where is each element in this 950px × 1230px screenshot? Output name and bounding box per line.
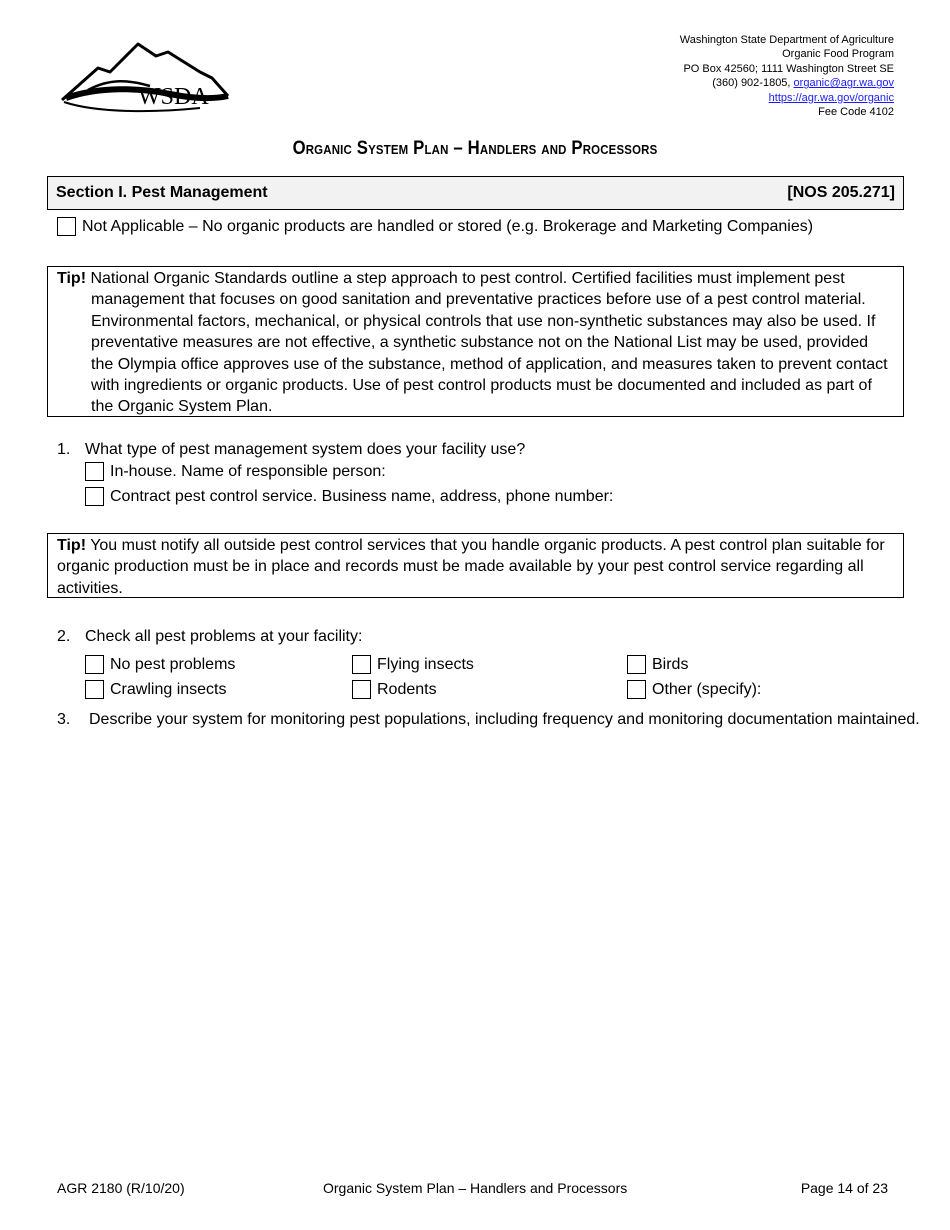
question-1-number: 1. <box>57 441 71 458</box>
pest-option-birds <box>627 655 688 674</box>
birds-checkbox[interactable] <box>627 655 646 674</box>
tip-lead: Tip! <box>57 537 87 554</box>
pest-option-rodents <box>352 680 437 699</box>
tip-text: National Organic Standards outline a step approach to pest control. Certified facilities must implement pest management that focuses on good sanitation and preventative practices before use of a pest control material. Environmental factors, mechanical, or physical controls that use non-synthetic substances may also be used. If preventative measures are not effective, a synthetic substance not on the National List may be used, provided the Olympia office approves use of the substance, method of application, and measures taken to prevent contact with ingredients or organic products. Use of pest control products must be documented and included as part of the Organic System Plan. <box>86 270 888 416</box>
email-link[interactable]: organic@agr.wa.gov <box>793 77 894 90</box>
not-applicable-label: Not Applicable – No organic products are handled or stored (e.g. Brokerage and Marketing Companies) <box>82 217 814 235</box>
tip-box-notify-services <box>47 533 904 598</box>
document-title: Organic System Plan – Handlers and Processors <box>292 138 658 159</box>
question-2-text: Check all pest problems at your facility: <box>85 628 363 645</box>
contract-service-label: Contract pest control service. Business name, address, phone number: <box>110 487 614 505</box>
question-3-number: 3. <box>57 711 71 728</box>
q1-option-contract <box>85 487 613 506</box>
birds-label: Birds <box>652 655 689 673</box>
mailing-address: PO Box 42560; 1111 Washington Street SE <box>683 62 894 75</box>
inhouse-label: In-house. Name of responsible person: <box>110 462 386 480</box>
tip-lead: Tip! <box>57 270 87 287</box>
footer-form-id: AGR 2180 (R/10/20) <box>57 1180 185 1196</box>
logo-text: WSDA <box>138 84 209 110</box>
q1-option-inhouse <box>85 462 386 481</box>
not-applicable-checkbox[interactable] <box>57 217 76 236</box>
tip-text: You must notify all outside pest control services that you handle organic products. A pest control plan suitable for organic production must be in place and records must be made available by your pest control service regarding all activities. <box>57 537 885 597</box>
no-pest-problems-label: No pest problems <box>110 655 236 673</box>
pest-option-other <box>627 680 761 699</box>
question-3-text: Describe your system for monitoring pest populations, including frequency and monitoring documentation maintained. <box>89 711 920 728</box>
crawling-insects-label: Crawling insects <box>110 680 227 698</box>
question-1-text: What type of pest management system does your facility use? <box>85 441 526 458</box>
question-2-number: 2. <box>57 628 71 645</box>
wsda-logo <box>60 38 232 114</box>
rodents-label: Rodents <box>377 680 437 698</box>
agency-address-block <box>680 33 894 119</box>
no-pest-problems-checkbox[interactable] <box>85 655 104 674</box>
other-pest-checkbox[interactable] <box>627 680 646 699</box>
pest-option-crawling <box>85 680 226 699</box>
pest-option-none <box>85 655 235 674</box>
tip-box-pest-control <box>47 266 904 417</box>
agency-name: Washington State Department of Agriculture <box>679 34 894 46</box>
other-pest-label: Other (specify): <box>652 680 762 698</box>
program-name: Organic Food Program <box>782 48 894 61</box>
pest-option-flying <box>352 655 474 674</box>
crawling-insects-checkbox[interactable] <box>85 680 104 699</box>
footer-document-name: Organic System Plan – Handlers and Processors <box>323 1180 628 1196</box>
section-reference: [NOS 205.271] <box>787 184 895 201</box>
website-link[interactable]: https://agr.wa.gov/organic <box>768 91 894 104</box>
footer-page-number: Page 14 of 23 <box>800 1180 888 1196</box>
rodents-checkbox[interactable] <box>352 680 371 699</box>
not-applicable-row <box>57 217 813 236</box>
section-label: Section I. Pest Management <box>56 184 268 201</box>
contract-service-checkbox[interactable] <box>85 487 104 506</box>
phone-number: (360) 902-1805, <box>712 77 794 90</box>
flying-insects-label: Flying insects <box>377 655 474 673</box>
flying-insects-checkbox[interactable] <box>352 655 371 674</box>
section-header <box>47 176 904 210</box>
contact-line <box>680 76 894 90</box>
fee-code: Fee Code 4102 <box>818 106 894 119</box>
inhouse-checkbox[interactable] <box>85 462 104 481</box>
